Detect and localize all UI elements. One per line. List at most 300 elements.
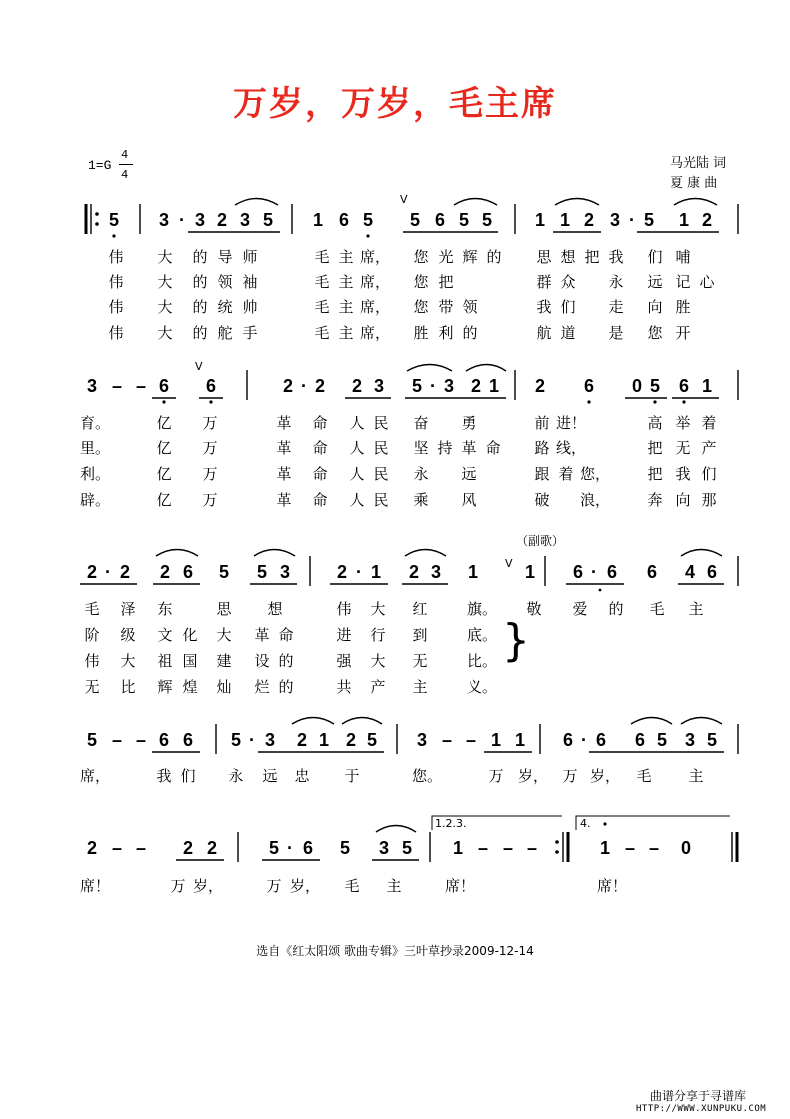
note: 2 [159, 562, 170, 582]
note-dash: – [526, 838, 537, 858]
note-dot: · [105, 562, 111, 582]
note: 3 [378, 838, 389, 858]
lyric: 的 [486, 248, 502, 266]
note: 0 [680, 838, 691, 858]
note-dot: · [179, 210, 185, 230]
note-dash: – [111, 730, 122, 750]
lyric: 化 [182, 626, 198, 644]
lyric: 主 [412, 678, 428, 696]
lyric-brace: } [502, 615, 530, 666]
lyric: 的 [192, 298, 208, 316]
lyric: 毛 [314, 324, 330, 342]
volta-first-label: 1.2.3. [435, 817, 467, 830]
lyric: 民 [373, 465, 389, 483]
lyric: 主 [688, 767, 704, 785]
watermark-name: 曲谱分享于寻谱库 [650, 1089, 747, 1103]
lyric: 伟 [108, 273, 124, 291]
lyric: 产 [370, 678, 386, 696]
note: 2 [296, 730, 307, 750]
lyric: 主 [688, 600, 704, 618]
lyric: 人 [349, 414, 365, 432]
lyric: 导 [217, 248, 233, 266]
note: 1 [559, 210, 570, 230]
lyric: 远 [262, 767, 278, 785]
lyric: 胜 [675, 298, 691, 316]
lyric: 岁， [290, 877, 321, 895]
lyric: 毛 [84, 600, 100, 618]
lyric: 亿 [156, 465, 172, 483]
slur [407, 365, 452, 372]
lyric: 命 [278, 626, 294, 644]
lyric: 统 [217, 298, 233, 316]
note: 5 [339, 838, 350, 858]
note: 4 [684, 562, 695, 582]
lyric: 民 [373, 439, 389, 457]
note: 6 [562, 730, 573, 750]
lyric: 革 [276, 491, 292, 509]
note-dot: · [581, 730, 587, 750]
note: 3 [264, 730, 275, 750]
lyric: 伟 [336, 600, 352, 618]
lyric: 万 [202, 439, 218, 457]
note: 1 [701, 376, 712, 396]
lyric: 大 [370, 600, 386, 618]
note: 6 [158, 376, 169, 396]
low-octave-dot [209, 400, 212, 403]
lyric: 敬 [526, 600, 542, 618]
lyric: 永 [228, 767, 244, 785]
note: 3 [86, 376, 97, 396]
lyric: 义。 [467, 678, 498, 696]
lyric: 利 [438, 324, 454, 342]
lyric: 您 [413, 298, 429, 316]
lyric: 您 [413, 248, 429, 266]
lyric: 大 [216, 626, 232, 644]
lyric: 民 [373, 491, 389, 509]
note: 5 [230, 730, 241, 750]
breath-mark: V [400, 193, 408, 206]
lyric: 主 [386, 877, 402, 895]
note: 0 [631, 376, 642, 396]
lyric: 建 [216, 652, 232, 670]
note-dash: – [502, 838, 513, 858]
slur [681, 550, 722, 557]
lyric: 革 [461, 439, 477, 457]
lyric: 想 [267, 600, 283, 618]
slur [342, 718, 382, 725]
lyric: 大 [157, 298, 173, 316]
low-octave-dot [366, 234, 369, 237]
lyric: 伟 [108, 248, 124, 266]
lyric: 线， [556, 439, 587, 457]
note: 5 [362, 210, 373, 230]
lyric: 您 [647, 324, 663, 342]
lyric: 持 [437, 439, 453, 457]
note: 1 [599, 838, 610, 858]
note: 3 [416, 730, 427, 750]
note: 3 [373, 376, 384, 396]
note: 3 [684, 730, 695, 750]
chorus-label: （副歌） [516, 534, 565, 548]
note: 5 [411, 376, 422, 396]
lyric: 爱 [572, 600, 588, 618]
lyric: 们 [647, 248, 663, 266]
lyric: 万 [202, 465, 218, 483]
breath-mark: V [195, 360, 203, 373]
note-dash: – [111, 838, 122, 858]
lyric: 想 [560, 248, 576, 266]
lyric: 大 [157, 273, 173, 291]
note-dash: – [477, 838, 488, 858]
lyric: 远 [647, 273, 663, 291]
note: 3 [158, 210, 169, 230]
lyric: 文 [157, 626, 173, 644]
lyric: 利。 [80, 465, 111, 483]
note: 2 [336, 562, 347, 582]
note: 2 [345, 730, 356, 750]
lyric: 到 [412, 626, 428, 644]
note: 5 [268, 838, 279, 858]
note: 2 [701, 210, 712, 230]
lyric: 舵 [217, 324, 233, 342]
low-octave-dot [653, 400, 656, 403]
lyric: 阶 [84, 626, 100, 644]
lyric: 众 [560, 273, 576, 291]
note: 5 [643, 210, 654, 230]
lyric: 辟。 [80, 491, 111, 509]
lyric: 奔 [647, 491, 663, 509]
lyric: 毛 [314, 248, 330, 266]
note: 3 [443, 376, 454, 396]
lyric: 我 [536, 298, 552, 316]
lyric: 我 [675, 465, 691, 483]
lyric: 的 [608, 600, 624, 618]
repeat-dot [555, 850, 559, 854]
lyric: 伟 [108, 298, 124, 316]
lyric: 万 [266, 877, 282, 895]
note-dash: – [135, 376, 146, 396]
note-dash: – [465, 730, 476, 750]
note: 2 [86, 562, 97, 582]
note: 1 [370, 562, 381, 582]
lyric: 席！ [445, 877, 476, 895]
lyric: 产 [701, 439, 717, 457]
lyric: 高 [647, 414, 663, 432]
lyric: 主 [338, 298, 354, 316]
lyric: 底。 [467, 626, 498, 644]
note: 2 [282, 376, 293, 396]
lyric: 思 [536, 248, 552, 266]
lyric: 岁， [590, 767, 621, 785]
note: 1 [524, 562, 535, 582]
lyric: 祖 [157, 652, 173, 670]
lyric: 共 [336, 678, 352, 696]
lyric: 勇 [461, 414, 477, 432]
note: 1 [452, 838, 463, 858]
note: 2 [408, 562, 419, 582]
note: 2 [314, 376, 325, 396]
lyric: 路 [534, 439, 550, 457]
note: 5 [481, 210, 492, 230]
note: 3 [609, 210, 620, 230]
note: 2 [583, 210, 594, 230]
note: 2 [119, 562, 130, 582]
lyric: 的 [192, 248, 208, 266]
lyric: 向 [647, 298, 663, 316]
lyric: 进！ [556, 414, 587, 432]
note: 2 [206, 838, 217, 858]
lyric: 的 [192, 273, 208, 291]
note-dash: – [648, 838, 659, 858]
low-octave-dot [162, 400, 165, 403]
lyric: 的 [278, 678, 294, 696]
lyric: 万 [202, 414, 218, 432]
lyric: 国 [182, 652, 198, 670]
lyric: 设 [254, 652, 270, 670]
note: 2 [534, 376, 545, 396]
lyric: 我 [608, 248, 624, 266]
note: 1 [318, 730, 329, 750]
note-dash: – [135, 838, 146, 858]
lyric: 领 [217, 273, 233, 291]
note: 6 [595, 730, 606, 750]
note: 3 [430, 562, 441, 582]
lyric: 进 [336, 626, 352, 644]
repeat-dot [95, 212, 99, 216]
lyric: 万 [170, 877, 186, 895]
note: 5 [409, 210, 420, 230]
time-signature-top: 4 [121, 148, 129, 162]
lyric: 革 [276, 439, 292, 457]
lyric: 于 [344, 767, 360, 785]
note: 5 [706, 730, 717, 750]
lyric: 革 [254, 626, 270, 644]
lyric: 席， [360, 324, 391, 342]
lyric: 把 [647, 465, 663, 483]
lyric: 们 [560, 298, 576, 316]
lyric-underlined: 跟 [534, 465, 550, 483]
note: 5 [262, 210, 273, 230]
low-octave-dot [587, 400, 590, 403]
lyric: 比 [120, 678, 136, 696]
note: 6 [182, 730, 193, 750]
page-title: 万岁，万岁，毛主席 [233, 84, 557, 124]
lyric: 永 [413, 465, 429, 483]
lyric: 万 [488, 767, 504, 785]
lyric: 人 [349, 465, 365, 483]
lyric: 无 [412, 652, 428, 670]
lyric: 着 [701, 414, 717, 432]
note: 1 [488, 376, 499, 396]
note-dot: · [287, 838, 293, 858]
lyric: 们 [180, 767, 196, 785]
lyric: 航 [536, 324, 552, 342]
note: 6 [583, 376, 594, 396]
repeat-dot [95, 222, 99, 226]
lyric: 席， [360, 248, 391, 266]
lyric: 永 [608, 273, 624, 291]
lyric: 前 [534, 414, 550, 432]
lyric: 领 [462, 298, 478, 316]
lyric: 煌 [182, 678, 198, 696]
note: 6 [338, 210, 349, 230]
note: 5 [649, 376, 660, 396]
lyric: 岁， [518, 767, 549, 785]
note: 5 [458, 210, 469, 230]
note: 1 [514, 730, 525, 750]
note: 2 [351, 376, 362, 396]
note-dot: · [249, 730, 255, 750]
lyric: 席， [360, 298, 391, 316]
lyric: 主 [338, 248, 354, 266]
lyric: 革 [276, 414, 292, 432]
lyric: 把 [438, 273, 454, 291]
lyric: 人 [349, 491, 365, 509]
volta-bracket-second [576, 816, 730, 830]
note: 6 [158, 730, 169, 750]
lyric: 手 [242, 324, 258, 342]
key-signature: 1=G [88, 158, 112, 173]
slur [674, 199, 717, 206]
slur [681, 718, 722, 725]
note: 1 [312, 210, 323, 230]
low-octave-dot [112, 234, 115, 237]
lyric: 那 [701, 491, 717, 509]
lyricist-credit: 马光陆 词 [670, 156, 727, 171]
lyric: 无 [675, 439, 691, 457]
lyric: 强 [336, 652, 352, 670]
lyric: 席！ [597, 877, 628, 895]
note: 2 [86, 838, 97, 858]
lyric: 向 [675, 491, 691, 509]
lyric: 远 [461, 465, 477, 483]
lyric: 红 [412, 600, 428, 618]
note: 5 [86, 730, 97, 750]
lyric: 灿 [216, 678, 232, 696]
lyric: 毛 [344, 877, 360, 895]
note: 5 [401, 838, 412, 858]
lyric: 行 [370, 626, 386, 644]
note: 1 [678, 210, 689, 230]
note-dash: – [111, 376, 122, 396]
lyric: 大 [157, 248, 173, 266]
note-dash: – [135, 730, 146, 750]
lyric: 道 [560, 324, 576, 342]
lyric: 您 [413, 273, 429, 291]
lyric: 忠 [294, 767, 310, 785]
note: 1 [467, 562, 478, 582]
lyric: 伟 [84, 652, 100, 670]
lyric: 育。 [80, 414, 111, 432]
note: 6 [302, 838, 313, 858]
volta-second-label: 4. [580, 817, 591, 830]
lyric: 毛 [649, 600, 665, 618]
note: 1 [534, 210, 545, 230]
lyric: 记 [675, 273, 691, 291]
lyric: 无 [84, 678, 100, 696]
note: 1 [490, 730, 501, 750]
lyric: 的 [278, 652, 294, 670]
breath-mark: V [505, 557, 513, 570]
lyric: 万 [562, 767, 578, 785]
time-signature-bottom: 4 [121, 168, 129, 182]
source-footer: 选自《红太阳颂 歌曲专辑》三叶草抄录2009-12-14 [256, 944, 534, 958]
lyric: 万 [202, 491, 218, 509]
lyric: 亿 [156, 414, 172, 432]
note: 2 [182, 838, 193, 858]
lyric: 席， [360, 273, 391, 291]
note: 6 [182, 562, 193, 582]
lyric: 毛 [636, 767, 652, 785]
note: 3 [279, 562, 290, 582]
note-dash: – [441, 730, 452, 750]
lyric: 您。 [412, 767, 443, 785]
lyric-underlined: 着 [558, 465, 574, 483]
lyric: 破 [534, 491, 550, 509]
note: 6 [646, 562, 657, 582]
lyric: 毛 [314, 273, 330, 291]
lyric: 亿 [156, 491, 172, 509]
note: 5 [256, 562, 267, 582]
lyric: 袖 [242, 273, 258, 291]
lyric: 人 [349, 439, 365, 457]
lyric: 里。 [80, 439, 111, 457]
note: 5 [366, 730, 377, 750]
slur [235, 199, 278, 206]
lyric: 开 [675, 324, 691, 342]
note-dot: · [356, 562, 362, 582]
lyric: 们 [701, 465, 717, 483]
lyric: 主 [338, 324, 354, 342]
lyric: 举 [675, 414, 691, 432]
lyric: 把 [584, 248, 600, 266]
lyric: 师 [242, 248, 258, 266]
lyric: 的 [192, 324, 208, 342]
slur [466, 365, 506, 372]
lyric: 浪， [580, 491, 611, 509]
lyric: 革 [276, 465, 292, 483]
slur [156, 550, 198, 557]
note-dash: – [624, 838, 635, 858]
slur [631, 718, 672, 725]
lyric: 岁， [193, 877, 224, 895]
slur [454, 199, 497, 206]
lyric: 辉 [157, 678, 173, 696]
lyric: 旗。 [467, 600, 498, 618]
lyric: 奋 [413, 414, 429, 432]
lyric: 辉 [462, 248, 478, 266]
lyric: 比。 [467, 652, 498, 670]
lyric: 主 [338, 273, 354, 291]
slur [555, 199, 599, 206]
lyric: 命 [312, 465, 328, 483]
note: 5 [108, 210, 119, 230]
lyric: 我 [156, 767, 172, 785]
lyric: 思 [216, 600, 232, 618]
note-dot: · [629, 210, 635, 230]
lyric: 胜 [413, 324, 429, 342]
lyric: 伟 [108, 324, 124, 342]
note: 3 [239, 210, 250, 230]
note: 3 [194, 210, 205, 230]
lyric: 风 [461, 491, 477, 509]
note: 6 [706, 562, 717, 582]
lyric: 级 [120, 626, 136, 644]
lyric: 心 [699, 273, 715, 291]
lyric: 命 [312, 491, 328, 509]
lyric: 席！ [80, 877, 111, 895]
note: 5 [218, 562, 229, 582]
